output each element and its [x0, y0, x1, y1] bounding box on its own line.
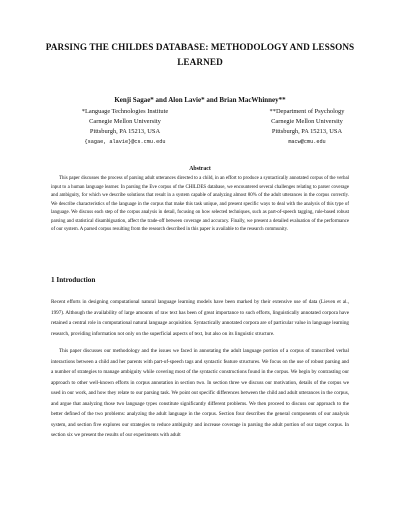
abstract-heading: Abstract	[189, 166, 211, 172]
section-heading: 1 Introduction	[51, 276, 96, 284]
affiliation-name: **Department of Psychology	[269, 108, 345, 115]
affiliation-location: Pittsburgh, PA 15213, USA	[89, 128, 161, 135]
affiliation-right	[242, 107, 372, 147]
affiliation-left	[60, 107, 190, 147]
affiliation-location: Pittsburgh, PA 15213, USA	[271, 128, 343, 135]
affiliation-email: macw@cmu.edu	[288, 139, 326, 145]
author-list: Kenji Sagae* and Alon Lavie* and Brian MacWhinney**	[114, 96, 286, 104]
affiliation-university: Carnegie Mellon University	[89, 118, 161, 125]
body-paragraph: This paper discusses our methodology and the issues we faced in annotating the adult language portion of a corpus of transcribed verbal interactions between a child and her parents with part-of-speech tags and syntactic feature structures. We focus on the use of robust parsing and a number of strategies to manage ambiguity while covering most of the syntactic constructions found in the corpus. We begin by contrasting our approach to other well-known efforts in corpus annotation in section two. In section three we discuss our motivation, details of the corpus we used in our work, and how they relate to our parsing task. We point out specific differences between the child and adult utterances in the corpus, and argue that analyzing those two language types constitute significantly different problems. We then proceed to discuss our approach to the better defined of the two problems: analyzing the adult language in the corpus. Section four describes the general components of our analysis system, and section five explores our strategies to reduce ambiguity and increase coverage in parsing the adult portion of our target corpus. In section six we present the results of our experiments with adult	[51, 348, 349, 438]
affiliation-email: {sagae, alavie}@cs.cmu.edu	[84, 139, 166, 145]
affiliation-university: Carnegie Mellon University	[271, 118, 343, 125]
abstract-text: This paper discusses the process of parsing adult utterances directed to a child, in an effort to produce a syntactically annotated corpus of the verbal input to a human language learner. In parsing the Eve corpus of the CHILDES database, we encountered several challenges relating to parser coverage and ambiguity, for which we describe solutions that result in a system capable of analyzing almost 80% of the adult utterances in the corpus correctly. We describe characteristics of the language in the corpus that make this task unique, and present specific ways to deal with the analysis of this type of language. We discuss each step of the corpus analysis in detail, focusing on how selected techniques, such as part-of-speech tagging, rule-based robust parsing and statistical disambiguation, affect the trade-off between coverage and accuracy. Finally, we present a detailed evaluation of the performance of our system. A parsed corpus resulting from the research described in this paper is available to the research community.	[51, 176, 349, 232]
paper-title: PARSING THE CHILDES DATABASE: METHODOLOGY AND LESSONS LEARNED	[45, 42, 355, 67]
body-paragraph: Recent efforts in designing computational natural language learning models have been marked by their extensive use of data (Lieven et al., 1997). Although the availability of large amounts of raw text has been of great importance to such efforts, linguistically annotated corpora have retained a central role in computational natural language acquisition. Syntactically annotated corpora are of particular value in language learning research, providing information not only on the superficial aspects of text, but also on its linguistic structure.	[51, 299, 349, 337]
affiliation-name: *Language Technologies Institute	[81, 108, 169, 115]
